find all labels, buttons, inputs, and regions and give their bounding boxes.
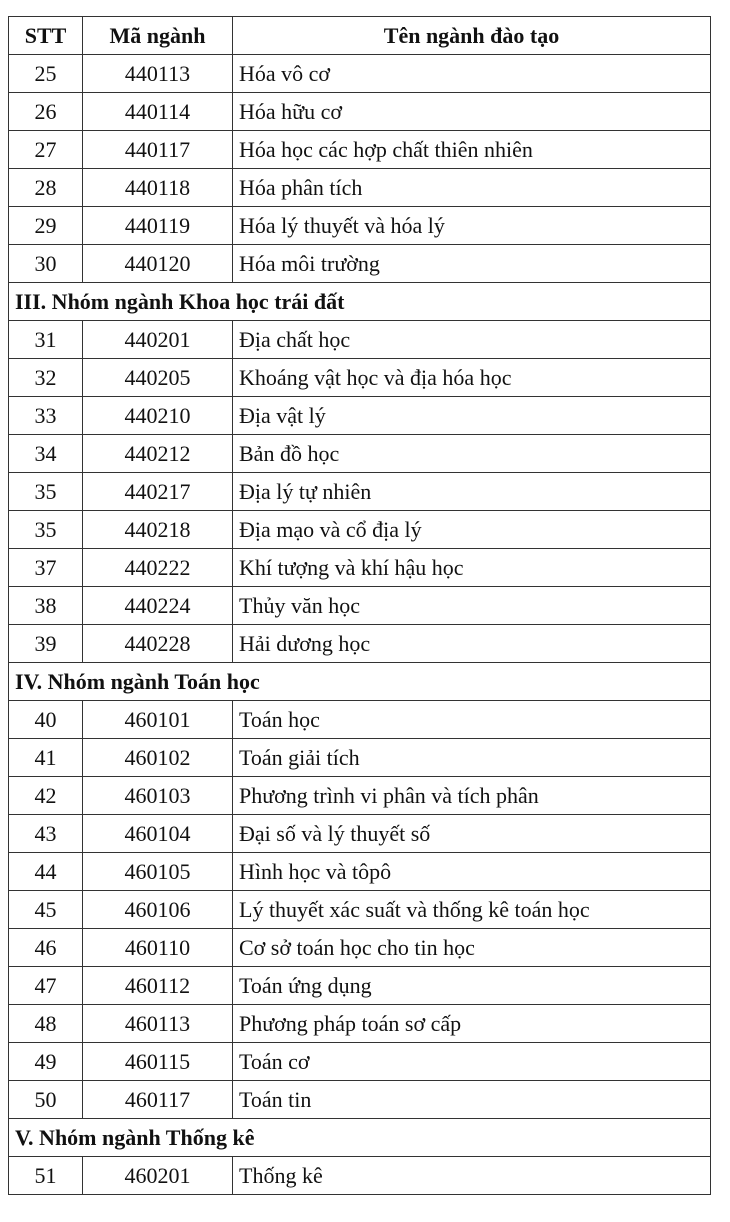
row-code: 440222	[83, 549, 233, 587]
table-row	[9, 853, 711, 891]
row-code: 440118	[83, 169, 233, 207]
table-row	[9, 169, 711, 207]
row-name: Thủy văn học	[233, 587, 711, 625]
row-stt: 40	[9, 701, 83, 739]
table-row	[9, 701, 711, 739]
row-name: Lý thuyết xác suất và thống kê toán học	[233, 891, 711, 929]
table-row	[9, 625, 711, 663]
row-stt: 51	[9, 1157, 83, 1195]
row-stt: 33	[9, 397, 83, 435]
table-row	[9, 207, 711, 245]
row-code: 440212	[83, 435, 233, 473]
row-name: Hóa môi trường	[233, 245, 711, 283]
group-row	[9, 1119, 711, 1157]
table-row	[9, 891, 711, 929]
row-code: 440217	[83, 473, 233, 511]
row-name: Toán học	[233, 701, 711, 739]
table-row	[9, 1043, 711, 1081]
row-name: Bản đồ học	[233, 435, 711, 473]
row-stt: 31	[9, 321, 83, 359]
row-stt: 39	[9, 625, 83, 663]
row-code: 460201	[83, 1157, 233, 1195]
row-name: Đại số và lý thuyết số	[233, 815, 711, 853]
row-stt: 28	[9, 169, 83, 207]
row-stt: 32	[9, 359, 83, 397]
table-row	[9, 1157, 711, 1195]
table-row	[9, 1081, 711, 1119]
row-name: Địa lý tự nhiên	[233, 473, 711, 511]
table-row	[9, 397, 711, 435]
row-name: Hóa học các hợp chất thiên nhiên	[233, 131, 711, 169]
row-stt: 38	[9, 587, 83, 625]
row-name: Thống kê	[233, 1157, 711, 1195]
row-stt: 49	[9, 1043, 83, 1081]
row-code: 440114	[83, 93, 233, 131]
group-row	[9, 283, 711, 321]
row-code: 460106	[83, 891, 233, 929]
row-stt: 25	[9, 55, 83, 93]
row-name: Toán giải tích	[233, 739, 711, 777]
table-row	[9, 359, 711, 397]
table-row	[9, 473, 711, 511]
table-row	[9, 131, 711, 169]
row-stt: 27	[9, 131, 83, 169]
row-code: 440218	[83, 511, 233, 549]
row-name: Phương trình vi phân và tích phân	[233, 777, 711, 815]
table-row	[9, 967, 711, 1005]
row-stt: 46	[9, 929, 83, 967]
row-name: Hóa hữu cơ	[233, 93, 711, 131]
group-row	[9, 663, 711, 701]
row-code: 460104	[83, 815, 233, 853]
row-name: Cơ sở toán học cho tin học	[233, 929, 711, 967]
table-row	[9, 511, 711, 549]
header-name: Tên ngành đào tạo	[233, 17, 711, 55]
row-code: 460110	[83, 929, 233, 967]
row-code: 440120	[83, 245, 233, 283]
row-name: Khoáng vật học và địa hóa học	[233, 359, 711, 397]
table-row	[9, 1005, 711, 1043]
table-row	[9, 549, 711, 587]
row-stt: 35	[9, 473, 83, 511]
row-stt: 50	[9, 1081, 83, 1119]
row-stt: 48	[9, 1005, 83, 1043]
row-name: Địa mạo và cổ địa lý	[233, 511, 711, 549]
row-stt: 43	[9, 815, 83, 853]
row-code: 460113	[83, 1005, 233, 1043]
header-code: Mã ngành	[83, 17, 233, 55]
row-code: 460101	[83, 701, 233, 739]
table-row	[9, 929, 711, 967]
row-name: Hóa phân tích	[233, 169, 711, 207]
table-row	[9, 587, 711, 625]
row-stt: 29	[9, 207, 83, 245]
row-stt: 35	[9, 511, 83, 549]
row-code: 460103	[83, 777, 233, 815]
row-code: 460115	[83, 1043, 233, 1081]
row-code: 440113	[83, 55, 233, 93]
table-row	[9, 93, 711, 131]
table-row	[9, 777, 711, 815]
table-row	[9, 321, 711, 359]
table-row	[9, 815, 711, 853]
header-stt: STT	[9, 17, 83, 55]
row-code: 460102	[83, 739, 233, 777]
row-stt: 30	[9, 245, 83, 283]
row-name: Phương pháp toán sơ cấp	[233, 1005, 711, 1043]
row-stt: 45	[9, 891, 83, 929]
row-stt: 34	[9, 435, 83, 473]
table-row	[9, 245, 711, 283]
row-name: Hóa vô cơ	[233, 55, 711, 93]
row-name: Địa vật lý	[233, 397, 711, 435]
group-title: V. Nhóm ngành Thống kê	[9, 1119, 711, 1157]
row-code: 440201	[83, 321, 233, 359]
row-stt: 44	[9, 853, 83, 891]
row-code: 440228	[83, 625, 233, 663]
header-row	[9, 17, 711, 55]
row-stt: 47	[9, 967, 83, 1005]
row-name: Toán cơ	[233, 1043, 711, 1081]
row-name: Hải dương học	[233, 625, 711, 663]
table-row	[9, 55, 711, 93]
row-code: 440210	[83, 397, 233, 435]
row-code: 440224	[83, 587, 233, 625]
row-name: Hóa lý thuyết và hóa lý	[233, 207, 711, 245]
row-name: Toán tin	[233, 1081, 711, 1119]
row-code: 460112	[83, 967, 233, 1005]
row-stt: 26	[9, 93, 83, 131]
row-stt: 41	[9, 739, 83, 777]
row-code: 440117	[83, 131, 233, 169]
group-title: III. Nhóm ngành Khoa học trái đất	[9, 283, 711, 321]
row-code: 440119	[83, 207, 233, 245]
row-name: Hình học và tôpô	[233, 853, 711, 891]
row-name: Toán ứng dụng	[233, 967, 711, 1005]
program-table	[8, 16, 711, 1195]
row-code: 460117	[83, 1081, 233, 1119]
row-name: Địa chất học	[233, 321, 711, 359]
table-body	[9, 55, 711, 1195]
row-stt: 37	[9, 549, 83, 587]
row-stt: 42	[9, 777, 83, 815]
row-code: 460105	[83, 853, 233, 891]
table-row	[9, 739, 711, 777]
row-code: 440205	[83, 359, 233, 397]
group-title: IV. Nhóm ngành Toán học	[9, 663, 711, 701]
table-row	[9, 435, 711, 473]
row-name: Khí tượng và khí hậu học	[233, 549, 711, 587]
